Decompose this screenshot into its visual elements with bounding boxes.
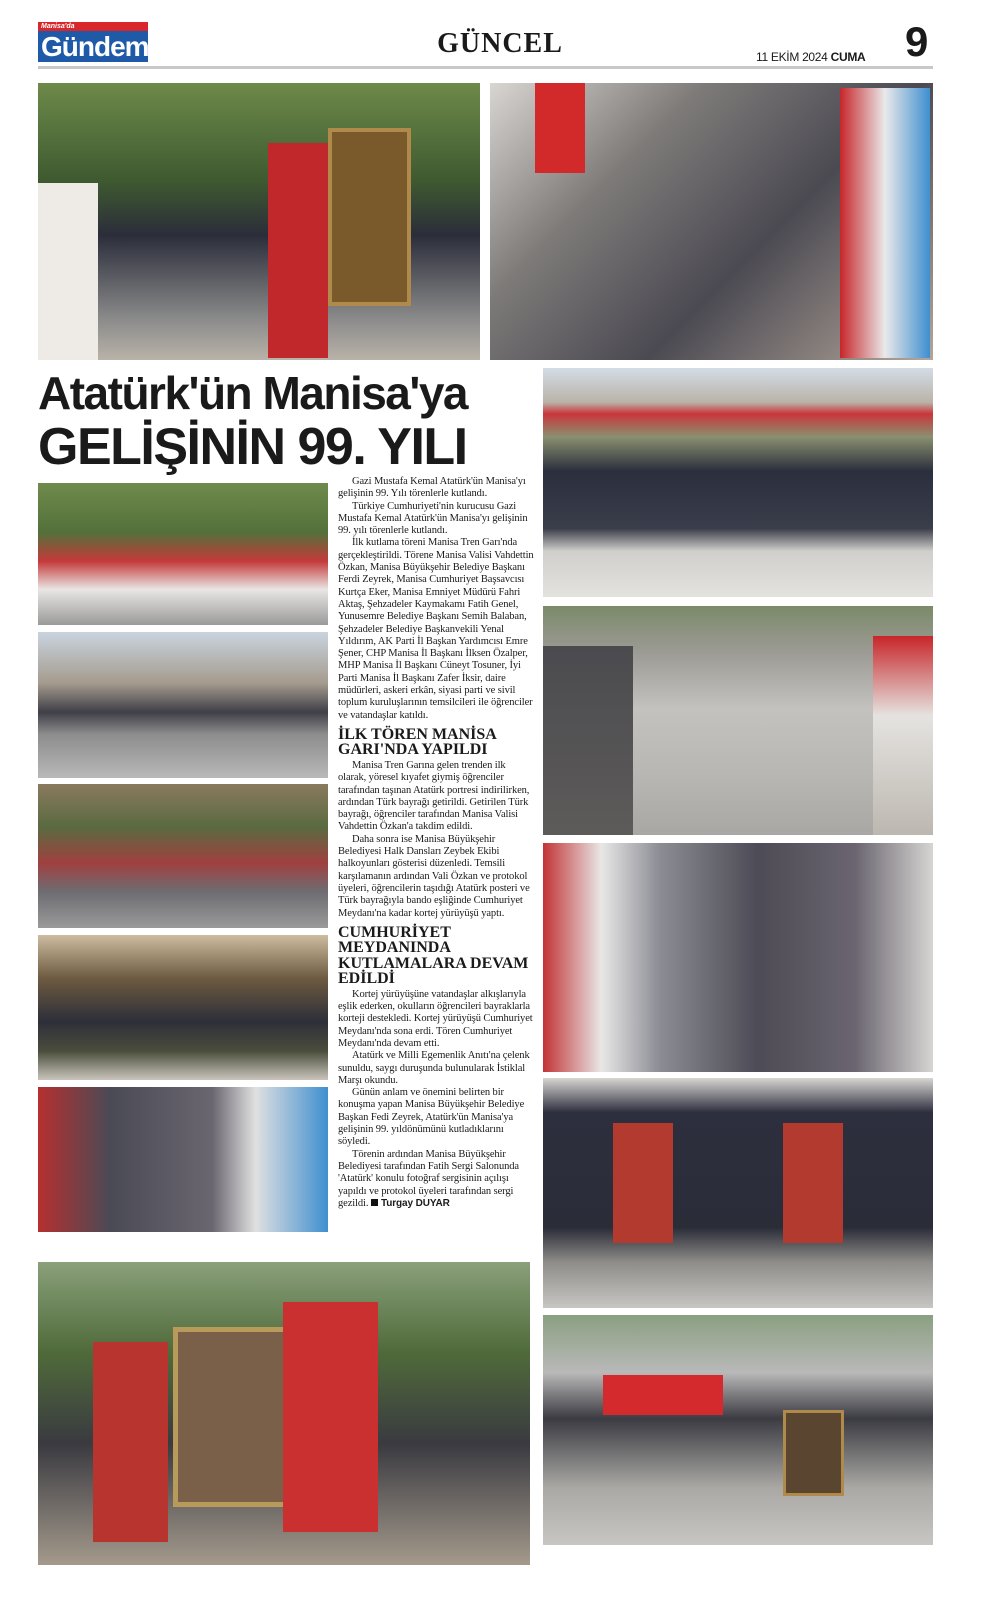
date-text: 11 EKİM 2024	[756, 50, 828, 64]
photo-station-aerial	[38, 1087, 328, 1232]
article-paragraph: Günün anlam ve önemini belirten bir konuşma yapan Manisa Büyükşehir Belediye Başkan Fedi Zeyrek, Atatürk'ün Manisa'ya gelişinin 99. yıldönümünü kutladıklarını söyledi.	[338, 1087, 525, 1148]
photo-portrait-bearers	[38, 1262, 530, 1565]
article-paragraph: Atatürk ve Milli Egemenlik Anıtı'na çelenk sunuldu, saygı duruşunda bulunularak İstiklal Marşı okundu.	[338, 1050, 530, 1086]
article-subheading: CUMHURİYET MEYDANINDA KUTLAMALARA DEVAM EDİLDİ	[338, 923, 529, 988]
article-paragraph: Türkiye Cumhuriyeti'nin kurucusu Gazi Mustafa Kemal Atatürk'ün Manisa'yı gelişinin 99. yılı törenlerle kutlandı.	[338, 500, 528, 537]
article-body	[338, 476, 534, 1210]
photo-square-aerial	[543, 606, 933, 835]
photo-train-station-crowd	[490, 83, 933, 360]
logo-tagline: Manisa'da	[38, 22, 148, 31]
byline: Turgay DUYAR	[380, 1197, 450, 1209]
article-paragraph: Kortej yürüyüşüne vatandaşlar alkışlarıyla eşlik ederken, okulların öğrencileri bayraklarla korteji destekledi. Kortej yürüyüşü Cumhuriyet Meydanı'nda sona erdi. Tören Cumhuriyet Meydanı'nda devam etti.	[338, 988, 533, 1049]
photo-zeybek-dancers	[543, 1078, 933, 1308]
page-number: 9	[905, 18, 929, 65]
article-paragraph	[338, 1149, 534, 1210]
article-paragraph: İlk kutlama töreni Manisa Tren Garı'nda gerçekleştirildi. Törene Manisa Valisi Vahdettin Özkan, Manisa Büyükşehir Belediye Başkanı Ferdi Zeyrek, Manisa Cumhuriyet Başsavcısı Kurtça Eker, Manisa Emniyet Müdürü Fahri Aktaş, Şehzadeler Kaymakamı Fatih Genel, Yunusemre Belediye Başkanı Semih Balaban, Şehzadeler Belediye Başkanvekili Yenal Yıldırım, AK Parti İl Başkan Yardımcısı Emre Şener, CHP Manisa İl Başkanı İlksen Özalper, MHP Manisa İl Başkanı Cüneyt Tosuner, İyi Parti Manisa İl Başkanı Zafer İksir, daire müdürleri, askeri erkân, siyasi parti ve sivil toplum kuruluşlarının temsilcileri ile öğrenciler ve vatandaşlar katıldı.	[338, 537, 534, 721]
day-text: CUMA	[830, 50, 866, 64]
headline-line-2: GELİŞİNİN 99. YILI	[38, 418, 467, 476]
photo-procession-portrait	[38, 83, 480, 360]
photo-drum-band	[38, 483, 328, 625]
issue-date	[756, 50, 865, 64]
photo-square-march	[38, 632, 328, 778]
article-paragraph: Gazi Mustafa Kemal Atatürk'ün Manisa'yı gelişinin 99. Yılı törenlerle kutlandı.	[338, 476, 526, 500]
byline-square-icon	[371, 1199, 378, 1206]
article-subheading: İLK TÖREN MANİSA GARI'NDA YAPILDI	[338, 725, 496, 759]
headline	[38, 366, 538, 474]
article-paragraph: Manisa Tren Garına gelen trenden ilk olarak, yöresel kıyafet giymiş öğrenciler tarafından taşınan Atatürk portresi indirilirken, ardından Türk bayrağı getirildi. Getirilen Türk bayrağı, öğrenciler tarafından Manisa Valisi Vahdettin Özkan'a takdim edildi.	[338, 759, 530, 833]
section-title: GÜNCEL	[437, 28, 563, 59]
photo-officials-lineup	[543, 368, 933, 597]
photo-street-procession	[38, 784, 328, 928]
article-paragraph: Daha sonra ise Manisa Büyükşehir Belediyesi Halk Dansları Zeybek Ekibi halkoyunları gösterisi düzenledi. Temsili karşılamanın ardından Vali Özkan ve protokol üyeleri, öğrencilerin taşıdığı Atatürk posteri ve Türk bayrağıyla bando eşliğinde Cumhuriyet Meydanı'na kadar kortej yürüyüşü yaptı.	[338, 833, 530, 919]
photo-train-crowd	[543, 843, 933, 1072]
photo-flag-carriers	[543, 1315, 933, 1545]
logo-wordmark: Gündem	[38, 31, 148, 62]
article-paragraph-text: Törenin ardından Manisa Büyükşehir Belediyesi tarafından Fatih Sergi Salonunda 'Atatürk' konulu fotoğraf sergisinin açılışı yapıldı ve protokol üyeleri tarafından sergi gezildi.	[338, 1148, 519, 1209]
header-rule	[38, 66, 933, 69]
photo-exhibition-opening	[38, 935, 328, 1080]
headline-line-1: Atatürk'ün Manisa'ya	[38, 367, 467, 419]
